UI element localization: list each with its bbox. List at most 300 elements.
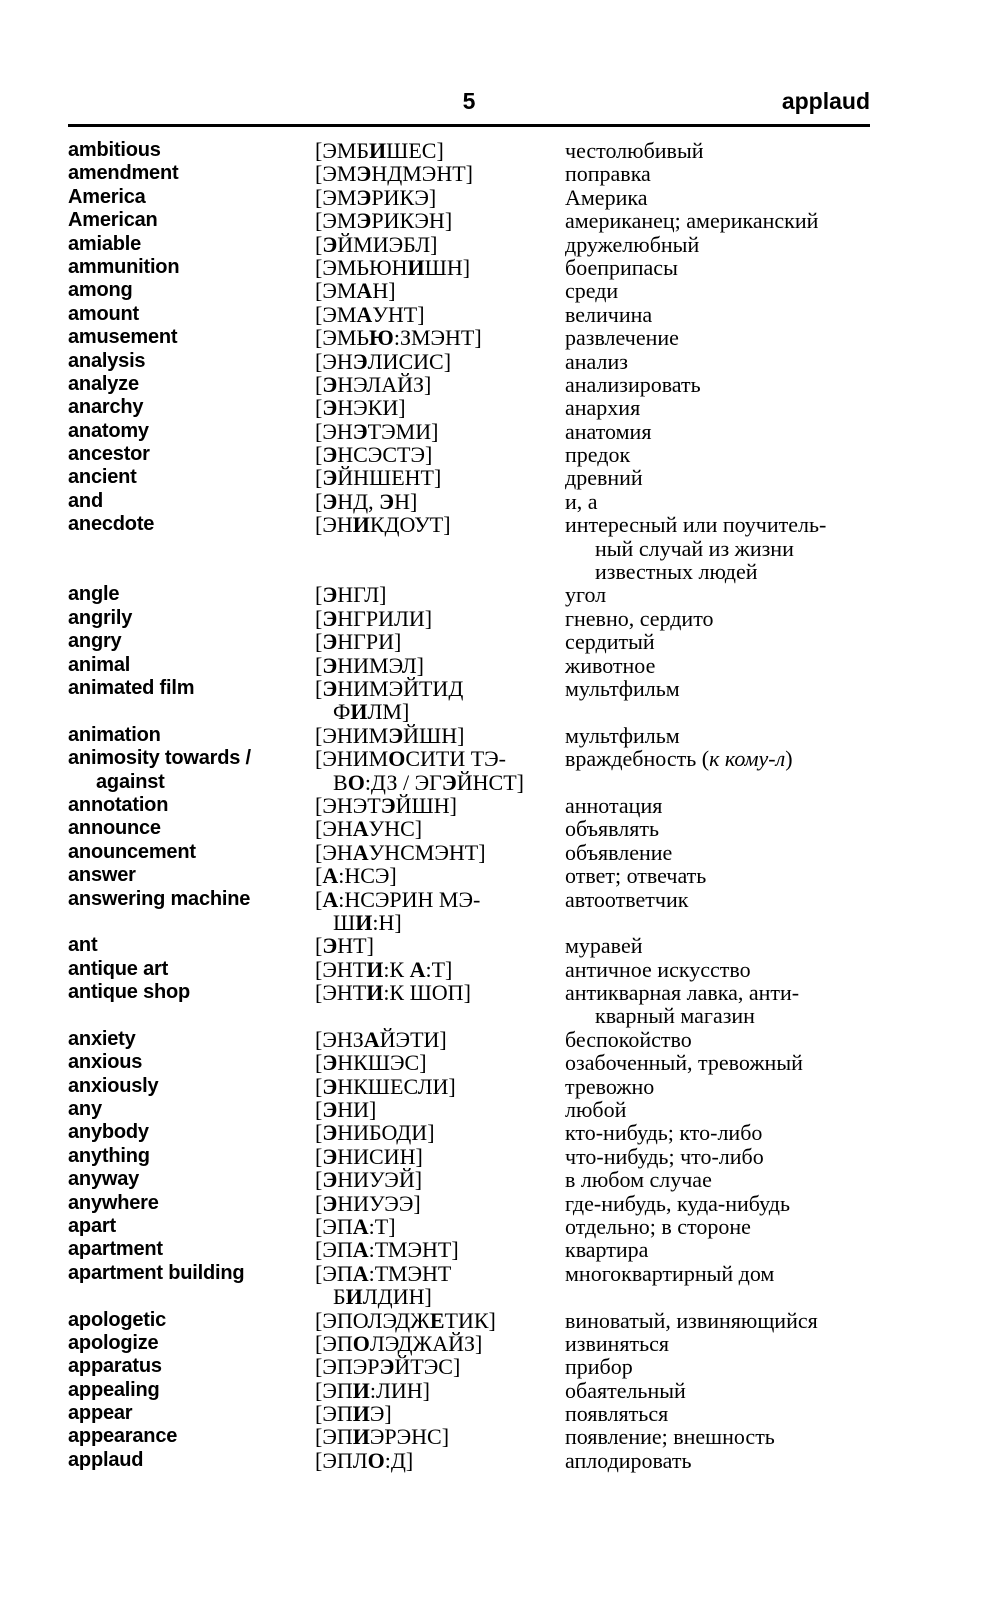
dictionary-entry	[68, 1192, 870, 1215]
entry-word	[68, 677, 315, 700]
entry-transcription	[315, 1238, 565, 1261]
entry-translation	[565, 233, 870, 256]
entry-word	[68, 794, 315, 817]
entry-translation-line: известных людей	[595, 559, 758, 585]
entry-transcription-line: [А:НСЭ]	[315, 863, 397, 889]
entry-translation-line: объявлять	[565, 816, 659, 842]
entry-translation	[565, 1425, 870, 1448]
entry-word-line: apologetic	[68, 1308, 167, 1331]
entry-transcription	[315, 466, 565, 489]
entry-translation	[565, 513, 870, 583]
dictionary-entry	[68, 1262, 870, 1309]
entry-word	[68, 186, 315, 209]
entry-transcription-line: [ЭМАН]	[315, 278, 396, 304]
entry-translation	[565, 162, 870, 185]
entry-translation-line: честолюбивый	[565, 138, 704, 163]
entry-transcription-line: [ЭНАУНСМЭНТ]	[315, 839, 486, 865]
entry-transcription-line: [ЭНЭТЭМИ]	[315, 418, 439, 444]
dictionary-entry	[68, 256, 870, 279]
entry-translation-line: американец; американский	[565, 208, 819, 234]
dictionary-entry	[68, 443, 870, 466]
dictionary-entry	[68, 1121, 870, 1144]
entry-translation-line: многоквартирный дом	[565, 1260, 775, 1286]
entry-translation	[565, 139, 870, 162]
entry-transcription-line: [ЭНЭКИ]	[315, 395, 406, 421]
entry-translation-line: анализировать	[565, 371, 701, 397]
entry-translation-line: дружелюбный	[565, 231, 700, 257]
entry-word	[68, 654, 315, 677]
entry-translation-line: кто-нибудь; кто-либо	[565, 1120, 763, 1146]
entry-transcription	[315, 1145, 565, 1168]
entry-word-line: antique shop	[68, 981, 191, 1004]
entry-word-line: ammunition	[68, 255, 180, 278]
entries-list	[68, 139, 870, 1472]
entry-translation-line: обаятельный	[565, 1377, 686, 1403]
page-number: 5	[462, 88, 476, 114]
dictionary-entry	[68, 1098, 870, 1121]
entry-transcription	[315, 256, 565, 279]
entry-transcription-line: [ЭПА:ТМЭНТ	[315, 1260, 452, 1286]
entry-transcription-line: [ЭНИ]	[315, 1097, 377, 1123]
entry-word-line: appearance	[68, 1425, 178, 1448]
entry-transcription-line: [ЭПИЭ]	[315, 1401, 392, 1427]
entry-word	[68, 490, 315, 513]
entry-word	[68, 958, 315, 981]
entry-transcription-line: [ЭНИМОСИТИ ТЭ-	[315, 746, 506, 772]
entry-word	[68, 747, 315, 794]
entry-transcription-line: [ЭНИМЭЙТИД	[315, 675, 464, 701]
entry-translation	[565, 1145, 870, 1168]
dictionary-entry	[68, 1215, 870, 1238]
entry-word	[68, 1098, 315, 1121]
entry-transcription	[315, 607, 565, 630]
entry-transcription	[315, 396, 565, 419]
entry-transcription-line: БИЛДИН]	[333, 1284, 432, 1310]
entry-transcription-line: [ЭНИКДОУТ]	[315, 512, 451, 538]
entry-word-line: analyze	[68, 372, 139, 395]
entry-word	[68, 1402, 315, 1425]
entry-translation	[565, 373, 870, 396]
dictionary-entry	[68, 724, 870, 747]
entry-word	[68, 1238, 315, 1261]
dictionary-entry	[68, 817, 870, 840]
entry-transcription	[315, 654, 565, 677]
entry-word-line: applaud	[68, 1448, 144, 1471]
dictionary-entry	[68, 677, 870, 724]
entry-transcription-line: [ЭМЭРИКЭН]	[315, 208, 453, 234]
entry-transcription-line: [ЭПОЛЭДЖАЙЗ]	[315, 1330, 483, 1356]
dictionary-entry	[68, 373, 870, 396]
entry-transcription	[315, 888, 565, 935]
entry-transcription-line: [ЭМЬЮ:ЗМЭНТ]	[315, 325, 482, 351]
entry-translation-line: виноватый, извиняющийся	[565, 1307, 818, 1333]
entry-word	[68, 420, 315, 443]
entry-word-line: ancestor	[68, 443, 150, 466]
entry-translation-line: боеприпасы	[565, 254, 678, 280]
entry-word-line: among	[68, 279, 133, 302]
entry-translation-line: мультфильм	[565, 675, 680, 701]
entry-translation-line: анализ	[565, 348, 628, 374]
entry-translation	[565, 677, 870, 700]
entry-transcription-line: [ЭПЭРЭЙТЭС]	[315, 1354, 461, 1380]
entry-transcription	[315, 724, 565, 747]
dictionary-entry	[68, 794, 870, 817]
entry-word-line: anybody	[68, 1121, 149, 1144]
entry-word-line: any	[68, 1098, 102, 1121]
entry-word	[68, 583, 315, 606]
entry-transcription-line: ФИЛМ]	[333, 699, 410, 725]
entry-word-line: amendment	[68, 162, 179, 185]
entry-word-line: apart	[68, 1214, 116, 1237]
entry-transcription	[315, 1449, 565, 1472]
entry-translation-line: что-нибудь; что-либо	[565, 1143, 764, 1169]
entry-word	[68, 1051, 315, 1074]
entry-word	[68, 934, 315, 957]
entry-translation	[565, 981, 870, 1028]
entry-word	[68, 303, 315, 326]
entry-transcription-line: [ЭПА:ТМЭНТ]	[315, 1237, 459, 1263]
entry-transcription	[315, 513, 565, 536]
dictionary-entry	[68, 513, 870, 583]
entry-translation	[565, 841, 870, 864]
entry-transcription	[315, 1355, 565, 1378]
entry-word	[68, 1028, 315, 1051]
dictionary-entry	[68, 1145, 870, 1168]
entry-word-line: anouncement	[68, 840, 196, 863]
entry-translation-line: поправка	[565, 161, 651, 187]
entry-transcription-line: [ЭНКШЕСЛИ]	[315, 1073, 456, 1099]
entry-translation-line: интересный или поучитель-	[565, 512, 827, 538]
entry-word-line: anxious	[68, 1051, 143, 1074]
entry-transcription-line: [ЭНИУЭЭ]	[315, 1190, 421, 1216]
entry-transcription-line: [ЭПА:Т]	[315, 1213, 396, 1239]
entry-transcription-line: [ЭПЛО:Д]	[315, 1447, 414, 1473]
dictionary-entry	[68, 1355, 870, 1378]
entry-transcription	[315, 677, 565, 724]
entry-translation	[565, 1309, 870, 1332]
entry-word-line: answering machine	[68, 887, 251, 910]
entry-word	[68, 888, 315, 911]
entry-transcription	[315, 373, 565, 396]
entry-translation	[565, 1355, 870, 1378]
entry-transcription-line: [ЭНГРИ]	[315, 629, 402, 655]
entry-translation-line: появляться	[565, 1401, 669, 1427]
entry-transcription-line: [ЭНТИ:К А:Т]	[315, 956, 453, 982]
dictionary-entry	[68, 420, 870, 443]
entry-translation-line: любой	[565, 1097, 627, 1123]
entry-word-line: animosity towards /	[68, 747, 251, 770]
entry-translation	[565, 1262, 870, 1285]
entry-translation-line: появление; внешность	[565, 1424, 775, 1450]
entry-translation	[565, 1238, 870, 1261]
entry-transcription	[315, 490, 565, 513]
entry-word-line: anxiously	[68, 1074, 159, 1097]
dictionary-entry	[68, 162, 870, 185]
entry-word-line: angle	[68, 583, 120, 606]
entry-word	[68, 256, 315, 279]
entry-transcription	[315, 279, 565, 302]
entry-word-line: ambitious	[68, 139, 161, 161]
entry-translation	[565, 1051, 870, 1074]
dictionary-entry	[68, 326, 870, 349]
entry-word-line: appealing	[68, 1378, 160, 1401]
entry-transcription	[315, 1051, 565, 1074]
dictionary-entry	[68, 466, 870, 489]
entry-transcription	[315, 841, 565, 864]
entry-word	[68, 817, 315, 840]
entry-transcription-line: ВО:ДЗ / ЭГЭЙНСТ]	[333, 769, 524, 795]
entry-transcription-line: [ЭМБИШЕС]	[315, 138, 444, 163]
entry-translation-line: ответ; отвечать	[565, 863, 707, 889]
entry-translation	[565, 350, 870, 373]
entry-translation	[565, 747, 870, 770]
entry-translation	[565, 490, 870, 513]
dictionary-entry	[68, 1332, 870, 1355]
entry-transcription	[315, 1215, 565, 1238]
entry-transcription-line: [ЭПИЭРЭНС]	[315, 1424, 450, 1450]
entry-word-line: animal	[68, 653, 131, 676]
entry-transcription-line: [ЭЙНШЕНТ]	[315, 465, 442, 491]
entry-transcription	[315, 443, 565, 466]
entry-transcription-line: [ЭМЭНДМЭНТ]	[315, 161, 473, 187]
entry-transcription	[315, 1262, 565, 1309]
entry-word-line: angrily	[68, 606, 133, 629]
dictionary-entry	[68, 654, 870, 677]
entry-transcription	[315, 209, 565, 232]
entry-transcription-line: [ЭНИМЭЙШН]	[315, 722, 465, 748]
entry-translation	[565, 279, 870, 302]
entry-word	[68, 443, 315, 466]
entry-translation	[565, 934, 870, 957]
entry-word	[68, 1168, 315, 1191]
entry-word	[68, 981, 315, 1004]
entry-translation	[565, 1098, 870, 1121]
dictionary-entry	[68, 1402, 870, 1425]
entry-transcription-line: [ЭПОЛЭДЖЕТИК]	[315, 1307, 496, 1333]
entry-transcription-line: [ЭЙМИЭБЛ]	[315, 231, 438, 257]
entry-transcription-line: [ЭМЭРИКЭ]	[315, 184, 437, 210]
entry-word-line: and	[68, 489, 103, 512]
entry-transcription	[315, 747, 565, 794]
entry-transcription	[315, 1402, 565, 1425]
entry-transcription-line: [ЭНИБОДИ]	[315, 1120, 435, 1146]
entry-transcription	[315, 583, 565, 606]
entry-word	[68, 209, 315, 232]
entry-translation	[565, 958, 870, 981]
entry-translation	[565, 256, 870, 279]
entry-transcription	[315, 1028, 565, 1051]
entry-word-line: annotation	[68, 793, 169, 816]
entry-transcription	[315, 326, 565, 349]
entry-word-line: America	[68, 185, 146, 208]
dictionary-entry	[68, 1168, 870, 1191]
entry-transcription-line: [ЭПИ:ЛИН]	[315, 1377, 431, 1403]
entry-translation-line: мультфильм	[565, 722, 680, 748]
entry-word	[68, 1332, 315, 1355]
entry-word-line: animated film	[68, 676, 195, 699]
entry-translation-line: величина	[565, 301, 653, 327]
entry-word	[68, 1425, 315, 1448]
entry-word	[68, 1379, 315, 1402]
entry-translation	[565, 1075, 870, 1098]
entry-transcription	[315, 233, 565, 256]
entry-translation	[565, 1192, 870, 1215]
entry-translation-line: озабоченный, тревожный	[565, 1050, 803, 1076]
entry-translation	[565, 1402, 870, 1425]
entry-translation-line: древний	[565, 465, 643, 491]
entry-word	[68, 139, 315, 162]
entry-word-line: anxiety	[68, 1027, 136, 1050]
dictionary-entry	[68, 303, 870, 326]
entry-translation	[565, 443, 870, 466]
entry-translation	[565, 1215, 870, 1238]
dictionary-entry	[68, 1309, 870, 1332]
dictionary-entry	[68, 630, 870, 653]
dictionary-entry	[68, 583, 870, 606]
entry-word	[68, 279, 315, 302]
entry-transcription	[315, 1332, 565, 1355]
entry-word-line: anecdote	[68, 513, 155, 536]
entry-word-line: amount	[68, 302, 140, 325]
entry-transcription	[315, 958, 565, 981]
dictionary-entry	[68, 279, 870, 302]
entry-translation	[565, 654, 870, 677]
entry-transcription	[315, 794, 565, 817]
entry-translation-line: квартира	[565, 1237, 649, 1263]
entry-word-line: anywhere	[68, 1191, 159, 1214]
entry-word-line: amiable	[68, 232, 142, 255]
entry-translation-line: анархия	[565, 395, 641, 421]
entry-translation-line: отдельно; в стороне	[565, 1213, 751, 1239]
entry-transcription-line: [ЭМАУНТ]	[315, 301, 425, 327]
entry-translation-line: тревожно	[565, 1073, 655, 1099]
dictionary-entry	[68, 934, 870, 957]
entry-transcription	[315, 303, 565, 326]
entry-transcription-line: ШИ:Н]	[333, 909, 402, 935]
entry-translation	[565, 303, 870, 326]
entry-transcription	[315, 350, 565, 373]
entry-transcription	[315, 1309, 565, 1332]
entry-translation-line: в любом случае	[565, 1167, 712, 1193]
dictionary-entry	[68, 139, 870, 162]
entry-transcription-line: [ЭМЬЮНИШН]	[315, 254, 471, 280]
dictionary-entry	[68, 1449, 870, 1472]
entry-transcription-line: [ЭНЭЛИСИС]	[315, 348, 452, 374]
entry-transcription	[315, 817, 565, 840]
entry-word	[68, 396, 315, 419]
entry-translation	[565, 1168, 870, 1191]
entry-word	[68, 864, 315, 887]
entry-transcription-line: [А:НСЭРИН МЭ-	[315, 886, 481, 912]
entry-transcription	[315, 630, 565, 653]
entry-translation-line: извиняться	[565, 1330, 670, 1356]
entry-word	[68, 350, 315, 373]
entry-word-line: American	[68, 209, 158, 232]
entry-transcription-line: [ЭНТ]	[315, 933, 374, 959]
entry-translation	[565, 186, 870, 209]
entry-translation-line: сердитый	[565, 629, 655, 655]
entry-translation	[565, 724, 870, 747]
entry-translation	[565, 864, 870, 887]
entry-word-line: anyway	[68, 1168, 140, 1191]
dictionary-entry	[68, 1028, 870, 1051]
dictionary-entry	[68, 1425, 870, 1448]
entry-translation-line: враждебность (к кому-л)	[565, 746, 793, 772]
entry-word	[68, 373, 315, 396]
entry-translation-line: предок	[565, 442, 631, 468]
entry-transcription-line: [ЭНИСИН]	[315, 1143, 423, 1169]
entry-transcription	[315, 864, 565, 887]
entry-translation	[565, 466, 870, 489]
entry-word	[68, 1121, 315, 1144]
entry-translation	[565, 630, 870, 653]
entry-transcription-line: [ЭНИУЭЙ]	[315, 1167, 423, 1193]
entry-word	[68, 841, 315, 864]
entry-translation-line: среди	[565, 278, 619, 304]
entry-transcription	[315, 1379, 565, 1402]
entry-translation-line: угол	[565, 582, 607, 608]
entry-word-line: angry	[68, 630, 122, 653]
dictionary-entry	[68, 747, 870, 794]
entry-word	[68, 1262, 315, 1285]
entry-word	[68, 1192, 315, 1215]
entry-translation-line: объявление	[565, 839, 673, 865]
entry-word-line: answer	[68, 864, 136, 887]
entry-word-line: apartment building	[68, 1261, 245, 1284]
dictionary-entry	[68, 209, 870, 232]
entry-translation	[565, 209, 870, 232]
entry-transcription	[315, 1121, 565, 1144]
entry-word	[68, 1309, 315, 1332]
entry-word	[68, 724, 315, 747]
dictionary-entry	[68, 888, 870, 935]
entry-transcription	[315, 186, 565, 209]
entry-word	[68, 1355, 315, 1378]
entry-word-line: anatomy	[68, 419, 149, 442]
dictionary-entry	[68, 981, 870, 1028]
entry-translation-line: муравей	[565, 933, 643, 959]
entry-word-line: analysis	[68, 349, 146, 372]
entry-word	[68, 513, 315, 536]
dictionary-entry	[68, 958, 870, 981]
dictionary-entry	[68, 1238, 870, 1261]
entry-word	[68, 1075, 315, 1098]
entry-transcription	[315, 162, 565, 185]
dictionary-entry	[68, 1379, 870, 1402]
entry-translation	[565, 1332, 870, 1355]
entry-word	[68, 466, 315, 489]
entry-transcription-line: [ЭНИМЭЛ]	[315, 652, 424, 678]
dictionary-entry	[68, 1051, 870, 1074]
dictionary-entry	[68, 186, 870, 209]
entry-translation-line: аплодировать	[565, 1447, 692, 1473]
entry-translation	[565, 794, 870, 817]
entry-translation-line: Америка	[565, 184, 648, 210]
entry-translation-line: развлечение	[565, 325, 679, 351]
dictionary-entry	[68, 841, 870, 864]
entry-word-line: anarchy	[68, 396, 144, 419]
running-head: applaud	[781, 88, 870, 114]
entry-translation-line: аннотация	[565, 792, 663, 818]
entry-word-line: apartment	[68, 1238, 163, 1261]
entry-word	[68, 326, 315, 349]
entry-transcription-line: [ЭНАУНС]	[315, 816, 423, 842]
dictionary-entry	[68, 490, 870, 513]
entry-translation	[565, 326, 870, 349]
entry-transcription	[315, 934, 565, 957]
entry-translation-line: кварный магазин	[595, 1003, 755, 1029]
entry-word	[68, 1145, 315, 1168]
